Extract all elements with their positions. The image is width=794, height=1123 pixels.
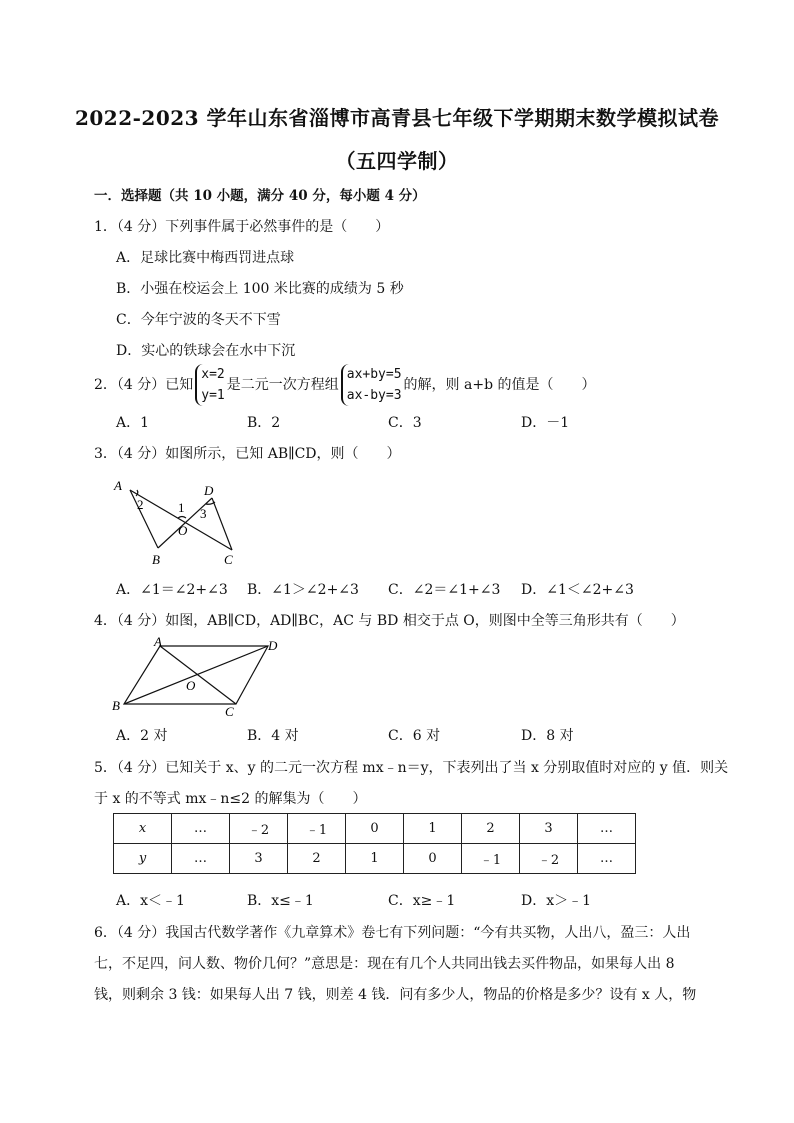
q2-mid: 是二元一次方程组	[226, 377, 339, 393]
table-cell: 1	[404, 814, 462, 844]
table-cell: ﹣1	[288, 814, 346, 844]
q4-stem: 4．（4 分）如图，AB∥CD，AD∥BC，AC 与 BD 相交于点 O，则图中全等三角形共有（ ）	[94, 613, 685, 629]
section-heading: 一．选择题（共 10 小题，满分 40 分，每小题 4 分）	[94, 188, 426, 204]
q3-angle1-arc	[178, 517, 186, 519]
table-cell: ﹣2	[230, 814, 288, 844]
q2-equation-system	[341, 364, 402, 406]
q2-option-d: D．－1	[521, 415, 570, 431]
q2-solution-system	[195, 364, 224, 406]
q4-figure	[108, 634, 288, 720]
q1-option-c: C．今年宁波的冬天不下雪	[116, 312, 281, 328]
q4-label-b: B	[112, 698, 120, 713]
q4-diagonal-bd	[124, 646, 268, 704]
q4-option-d: D．8 对	[521, 728, 574, 744]
q2-option-c: C．3	[388, 415, 422, 431]
q6-stem-line1: 6．（4 分）我国古代数学著作《九章算术》卷七有下列问题：“今有共买物，人出八，盈三：人出	[94, 925, 691, 941]
exam-title: 2022-2023 学年山东省淄博市高青县七年级下学期期末数学模拟试卷	[74, 106, 720, 130]
q4-label-d: D	[268, 638, 278, 653]
table-cell: 2	[462, 814, 520, 844]
q5-option-c: C．x≥﹣1	[388, 893, 456, 909]
q3-stem: 3．（4 分）如图所示，已知 AB∥CD，则（ ）	[94, 446, 401, 462]
table-cell: 2	[288, 844, 346, 874]
q1-option-d: D．实心的铁球会在水中下沉	[116, 343, 296, 359]
q3-label-d: D	[204, 483, 214, 498]
q2-option-b: B．2	[247, 415, 281, 431]
q4-label-c: C	[225, 704, 234, 719]
table-row	[114, 844, 636, 874]
table-cell: 3	[230, 844, 288, 874]
q4-diagonal-ac	[160, 646, 236, 704]
q5-value-table	[113, 813, 636, 874]
q1-stem: 1．（4 分）下列事件属于必然事件的是（ ）	[94, 219, 390, 235]
table-cell: …	[172, 844, 230, 874]
q6-stem-line2: 七，不足四，问人数、物价几何？”意思是：现在有几个人共同出钱去买件物品，如果每人出 8	[94, 956, 675, 972]
q3-label-o: O	[178, 523, 188, 538]
q3-label-3: 3	[200, 506, 207, 521]
q1-option-a: A．足球比赛中梅西罚进点球	[116, 250, 295, 266]
q3-option-b: B．∠1＞∠2+∠3	[247, 582, 359, 598]
table-cell: 0	[346, 814, 404, 844]
q3-segment-dc	[212, 498, 232, 550]
table-cell: …	[172, 814, 230, 844]
q4-label-o: O	[186, 678, 196, 693]
q2-sys1-eq2: y=1	[201, 388, 225, 403]
q2-prefix: 2．（4 分）已知	[94, 377, 194, 393]
q5-stem-line1: 5．（4 分）已知关于 x、y 的二元一次方程 mx﹣n＝y，下表列出了当 x 分别取值时对应的 y 值．则关	[94, 760, 729, 776]
q3-segment-ac	[130, 490, 232, 550]
q2-option-a: A．1	[116, 415, 150, 431]
exam-subtitle: （五四学制）	[335, 149, 459, 173]
q2-sys2-eq1: ax+by=5	[346, 367, 402, 382]
q2-suffix: 的解，则 a+b 的值是（ ）	[403, 377, 596, 393]
q3-label-a: A	[114, 478, 122, 493]
q3-option-d: D．∠1＜∠2+∠3	[521, 582, 634, 598]
q5-stem-line2: 于 x 的不等式 mx﹣n≤2 的解集为（ ）	[94, 791, 367, 807]
q6-stem-line3: 钱，则剩余 3 钱：如果每人出 7 钱，则差 4 钱．问有多少人，物品的价格是多少？设有 x 人，物	[94, 987, 697, 1003]
table-cell: 3	[520, 814, 578, 844]
q4-option-b: B．4 对	[247, 728, 299, 744]
q3-label-1: 1	[178, 500, 185, 515]
q3-figure	[108, 474, 248, 570]
q2-sys1-eq1: x=2	[201, 367, 225, 382]
q5-option-b: B．x≤﹣1	[247, 893, 314, 909]
table-cell: 0	[404, 844, 462, 874]
q2-sys2-eq2: ax-by=3	[346, 388, 402, 403]
q1-option-b: B．小强在校运会上 100 米比赛的成绩为 5 秒	[116, 281, 404, 297]
table-cell: ﹣2	[520, 844, 578, 874]
q3-label-b: B	[152, 552, 160, 567]
table-cell: …	[578, 844, 636, 874]
table-row	[114, 814, 636, 844]
table-cell: y	[114, 844, 172, 874]
q3-option-a: A．∠1＝∠2+∠3	[116, 582, 228, 598]
q4-option-c: C．6 对	[388, 728, 441, 744]
q4-option-a: A．2 对	[116, 728, 168, 744]
q3-label-2: 2	[137, 497, 144, 512]
table-cell: 1	[346, 844, 404, 874]
table-cell: ﹣1	[462, 844, 520, 874]
q5-option-d: D．x＞﹣1	[521, 893, 592, 909]
q3-option-c: C．∠2＝∠1+∠3	[388, 582, 501, 598]
table-cell: x	[114, 814, 172, 844]
q5-option-a: A．x＜﹣1	[116, 893, 185, 909]
q3-label-c: C	[224, 552, 233, 567]
q2-stem	[94, 364, 596, 406]
q4-label-a: A	[154, 634, 162, 649]
table-cell: …	[578, 814, 636, 844]
